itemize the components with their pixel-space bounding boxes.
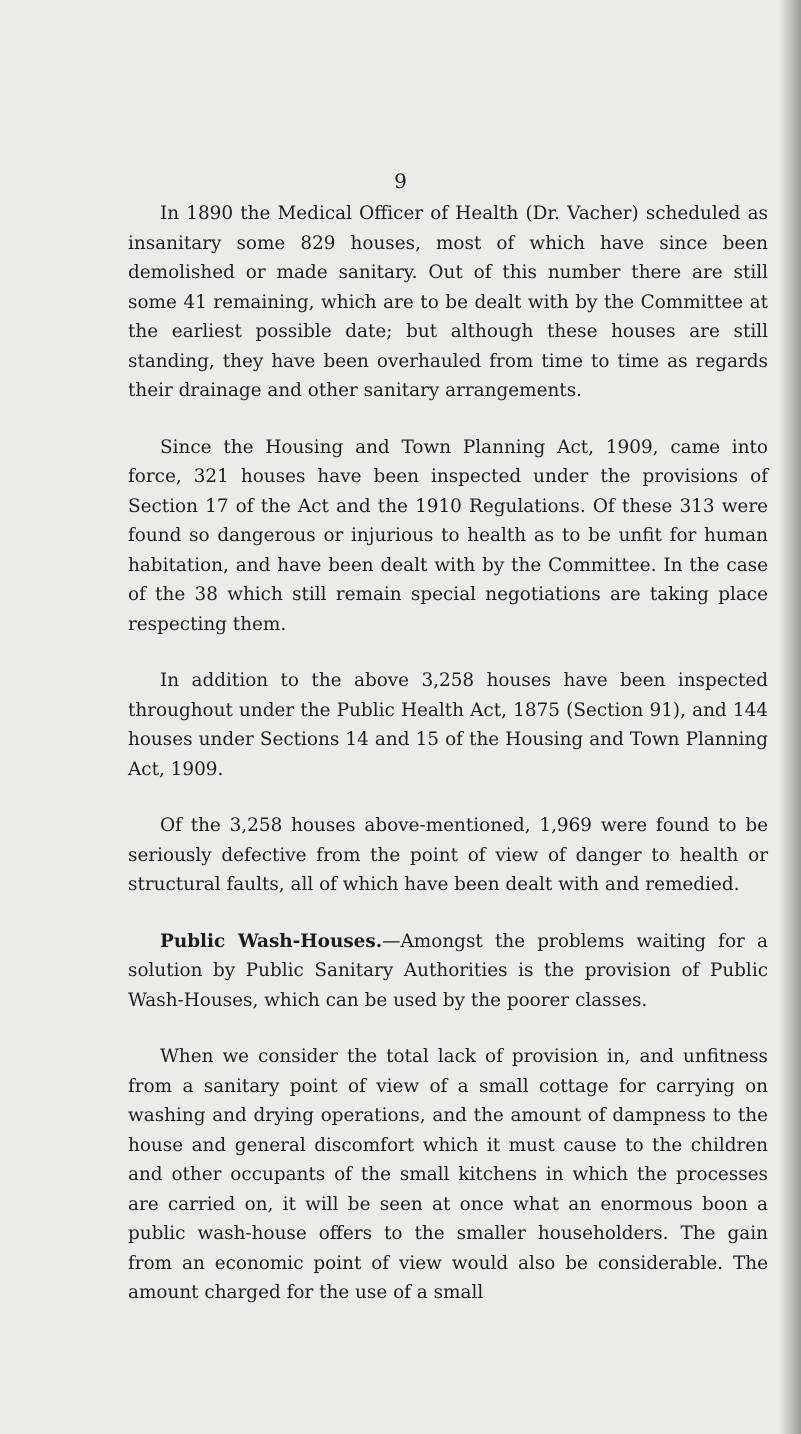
section-heading: Public Wash-Houses. [160, 930, 383, 952]
body-text [128, 199, 768, 1308]
page-edge-shadow [779, 0, 801, 1434]
paragraph-wash-house-benefits: When we consider the total lack of provision in, and unfitness from a sanitary point of view of a small cottage for carrying on washing and drying operations, and the amount of dampness to the house and general discomfort which it must cause to the children and other occupants of the small kitchens in which the processes are carried on, it will be seen at once what an enormous boon a public wash-house offers to the smaller householders. The gain from an economic point of view would also be considerable. The amount charged for the use of a small [128, 1046, 768, 1303]
paragraph-public-wash-houses [128, 927, 768, 1016]
paragraph-scheduled-houses: In 1890 the Medical Officer of Health (Dr. Vacher) scheduled as insanitary some 829 houses, most of which have since been demolished or made sanitary. Out of this number there are still some 41 remaining, which are to be dealt with by the Committee at the earliest possible date; but although these houses are still standing, they have been overhauled from time to time as regards their drainage and other sanitary arrangements. [128, 203, 768, 401]
paragraph-text: —Amongst the problems waiting for a solution by Public Sanitary Authorities is the provision of Public Wash-Houses, which can be used by the poorer classes. [128, 930, 768, 1011]
paragraph-additional-inspections: In addition to the above 3,258 houses have been inspected throughout under the Public Health Act, 1875 (Section 91), and 144 houses under Sections 14 and 15 of the Housing and Town Planning Act, 1909. [128, 670, 768, 780]
paragraph-defective-houses: Of the 3,258 houses above-mentioned, 1,969 were found to be seriously defective from the point of view of danger to health or structural faults, all of which have been dealt with and remedied. [128, 815, 768, 895]
paragraph-housing-act: Since the Housing and Town Planning Act, 1909, came into force, 321 houses have been inspected under the provisions of Section 17 of the Act and the 1910 Regulations. Of these 313 were found so dangerous or injurious to health as to be unfit for human habitation, and have been dealt with by the Committee. In the case of the 38 which still remain special negotiations are taking place respecting them. [128, 436, 768, 635]
page-number: 9 [394, 169, 407, 193]
